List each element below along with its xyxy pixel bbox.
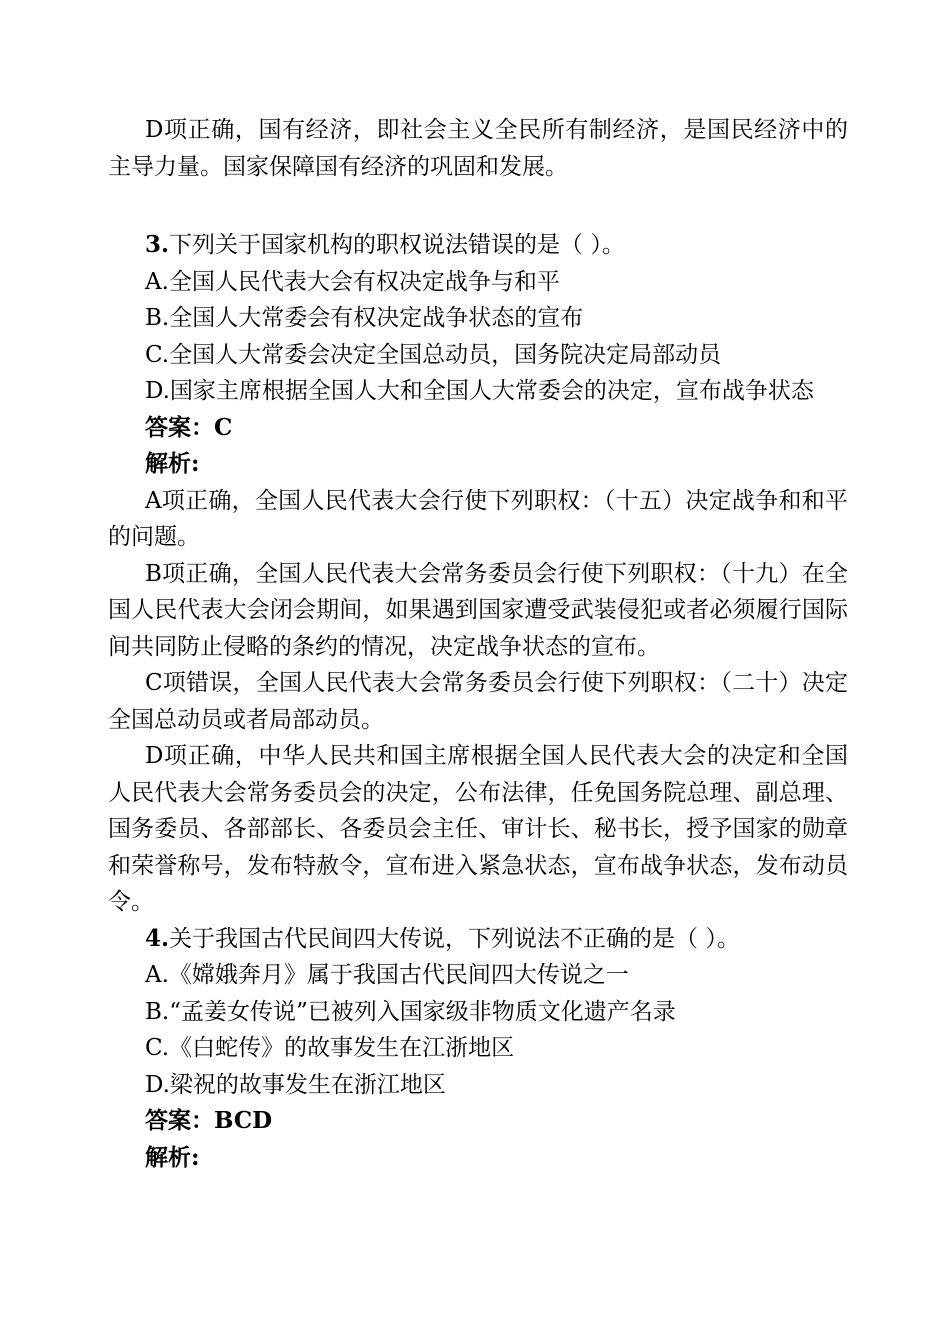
- question-stem: [108, 921, 848, 958]
- option-c: C.《白蛇传》的故事发生在江浙地区: [145, 1035, 515, 1061]
- answer-line: [108, 410, 848, 447]
- question-number: 4.: [145, 924, 170, 952]
- option-b: B.“孟姜女传说”已被列入国家级非物质文化遗产名录: [145, 998, 676, 1025]
- option-d: D.国家主席根据全国人大和全国人大常委会的决定，宣布战争状态: [145, 378, 814, 404]
- answer-line: [108, 1103, 848, 1140]
- paragraph-gap: [108, 185, 848, 227]
- analysis-d: D项正确，中华人民共和国主席根据全国人民代表大会的决定和全国人民代表大会常务委员会的决定，公布法律，任免国务院总理、副总理、国务委员、各部部长、各委员会主任、审计长、秘书长，授予国家的勋章和荣誉称号，发布特赦令，宣布进入紧急状态，宣布战争状态，发布动员令。: [108, 743, 848, 915]
- question-4: [108, 921, 848, 1177]
- intro-paragraph: D项正确，国有经济，即社会主义全民所有制经济，是国民经济中的主导力量。国家保障国有经济的巩固和发展。: [108, 117, 848, 180]
- question-text: 下列关于国家机构的职权说法错误的是（ ）。: [169, 232, 625, 258]
- answer-value: C: [214, 413, 233, 441]
- analysis-c: C项错误，全国人民代表大会常务委员会行使下列职权：（二十）决定全国总动员或者局部动员。: [108, 670, 848, 733]
- answer-label: 答案：: [145, 1107, 214, 1134]
- question-stem: [108, 227, 848, 264]
- question-text: 关于我国古代民间四大传说，下列说法不正确的是（ ）。: [169, 925, 740, 952]
- answer-label: 答案：: [145, 413, 214, 441]
- analysis-a: A项正确，全国人民代表大会行使下列职权：（十五）决定战争和和平的问题。: [108, 487, 848, 550]
- question-number: 3.: [145, 231, 170, 258]
- option-a: A.《嫦娥奔月》属于我国古代民间四大传说之一: [145, 962, 629, 988]
- document-page: [108, 112, 848, 1176]
- analysis-label: 解析:: [145, 1143, 200, 1171]
- analysis-b: B项正确，全国人民代表大会常务委员会行使下列职权：（十九）在全国人民代表大会闭会期间，如果遇到国家遭受武装侵犯或者必须履行国际间共同防止侵略的条约的情况，决定战争状态的宣布。: [108, 560, 848, 660]
- option-b: B.全国人大常委会有权决定战争状态的宣布: [145, 305, 584, 331]
- answer-value: BCD: [214, 1107, 273, 1134]
- option-d: D.梁祝的故事发生在浙江地区: [145, 1071, 446, 1098]
- analysis-label: 解析:: [145, 450, 200, 477]
- option-c: C.全国人大常委会决定全国总动员，国务院决定局部动员: [145, 341, 722, 368]
- question-3: [108, 227, 848, 921]
- option-a: A.全国人民代表大会有权决定战争与和平: [145, 268, 560, 295]
